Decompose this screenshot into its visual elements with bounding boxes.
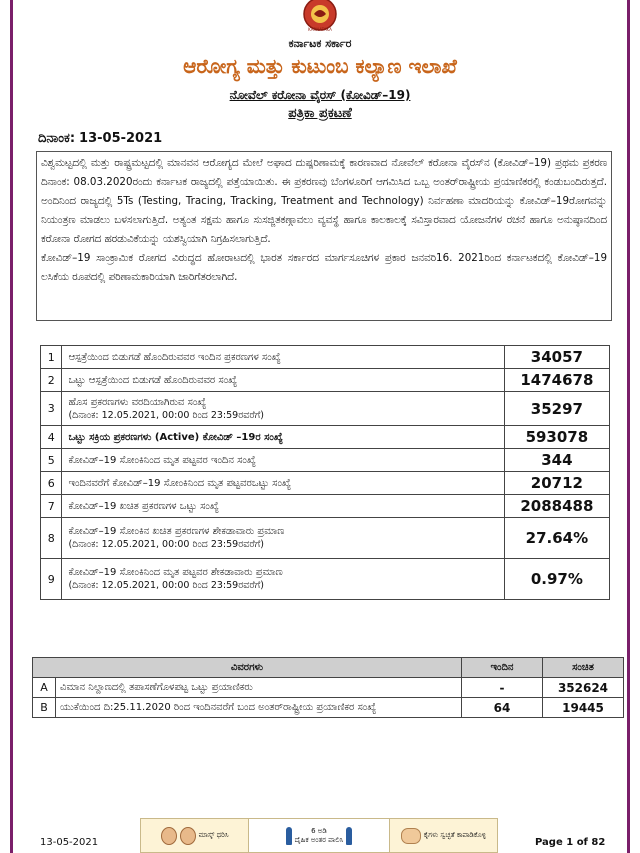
press-release-heading: ಪತ್ರಿಕಾ ಪ್ರಕಟಣೆ <box>288 106 352 121</box>
page-number <box>535 837 605 848</box>
row-description: ಕೋವಿಡ್–19 ಸೋಂಕಿನಿಂದ ಮೃತ ಪಟ್ಟವರ ಇಂದಿನ ಸಂಖ್ಯೆ <box>62 449 504 472</box>
banner-mask-text: ಮಾಸ್ಕ್ ಧರಿಸಿ <box>198 831 229 839</box>
row-description: ಇಂದಿನವರೆಗೆ ಕೋವಿಡ್–19 ಸೋಂಕಿನಿಂದ ಮೃತ ಪಟ್ಟವರಒಟ್ಟು ಸಂಖ್ಯೆ <box>62 472 504 495</box>
table-row <box>41 346 610 369</box>
department-title: ಆರೋಗ್ಯ ಮತ್ತು ಕುಟುಂಬ ಕಲ್ಯಾಣ ಇಲಾಖೆ <box>183 54 457 78</box>
government-label: ಕರ್ನಾಟಕ ಸರ್ಕಾರ <box>288 37 352 50</box>
row-value: 344 <box>504 449 609 472</box>
page-frame-right <box>627 0 630 853</box>
row-cumulative-value: 352624 <box>543 678 624 698</box>
intro-paragraph-1: ವಿಶ್ವಮಟ್ಟದಲ್ಲಿ ಮತ್ತು ರಾಷ್ಟ್ರಮಟ್ಟದಲ್ಲಿ ಮಾನವನ ಆರೋಗ್ಯದ ಮೇಲೆ ಅಘಾದ ದುಷ್ಪರಿಣಾಮಕ್ಕೆ ಕಾರಣವಾದ ನೋವೆಲ್ ಕರೋನಾ ವೈರಸ್‌ನ (ಕೋವಿಡ್–19) ಪ್ರಥಮ ಪ್ರಕರಣ ದಿನಾಂಕ: 08.03.2020ರಂದು ಕರ್ನಾಟಕ ರಾಜ್ಯದಲ್ಲಿ ಪತ್ತೆಯಾಯಿತು. ಈ ಪ್ರಕರಣವು ಬೆಂಗಳೂರಿಗೆ ಆಗಮಿಸಿದ ಒಬ್ಬ ಅಂತರ್‌ರಾಷ್ಟ್ರೀಯ ಪ್ರಯಾಣಿಕರಲ್ಲಿ ಕಂಡುಬಂದಿರುತ್ತದೆ. ಅಂದಿನಿಂದ ರಾಜ್ಯದಲ್ಲಿ 5Ts (Testing, Tracing, Tracking, Treatment and Technology) ನಿರ್ವಹಣಾ ಮಾದರಿಯನ್ನು ಕೋವಿಡ್–19ರೋಗವನ್ನು ನಿಯಂತ್ರಣ ಮಾಡಲು ಬಳಸಲಾಗುತ್ತಿದೆ. ಅತ್ಯಂತ ಸಕ್ಷಮ ಹಾಗೂ ಸುಸಜ್ಜಿತಕಣ್ಗಾವಲು ವ್ಯವಸ್ಥೆ ಹಾಗೂ ಕಾಲಕಾಲಕ್ಕೆ ಸವಿಸ್ತಾರವಾದ ಯೋಜನೆಗಳ ರಚನೆ ಹಾಗೂ ಅನುಷ್ಠಾನದಿಂದ ಕರೋನಾ ರೋಗದ ಹರಡುವಿಕೆಯನ್ನು ಯಶಸ್ವಿಯಾಗಿ ನಿಗ್ರಹಿಸಲಾಗುತ್ತಿದೆ. <box>41 157 607 245</box>
row-number: 9 <box>41 559 62 600</box>
intro-paragraph-2: ಕೋವಿಡ್–19 ಸಾಂಕ್ರಾಮಿಕ ರೋಗದ ವಿರುದ್ಧದ ಹೋರಾಟದಲ್ಲಿ ಭಾರತ ಸರ್ಕಾರದ ಮಾರ್ಗಸೂಚಿಗಳ ಪ್ರಕಾರ ಜನವರಿ16. 2021ರಿಂದ ಕರ್ನಾಟಕದಲ್ಲಿ ಕೋವಿಡ್–19 ಲಸಿಕೆಯ ರೂಪದಲ್ಲಿ ಪರಿಣಾಮಕಾರಿಯಾಗಿ ಜಾರಿಗೆತರಲಾಗಿದೆ. <box>41 252 607 283</box>
row-description: ಕೋವಿಡ್–19 ಖಚಿತ ಪ್ರಕರಣಗಳ ಒಟ್ಟು ಸಂಖ್ಯೆ <box>62 495 504 518</box>
row-value: 0.97% <box>504 559 609 600</box>
banner-handwash-section <box>390 819 497 852</box>
date-value: 13-05-2021 <box>79 131 163 146</box>
row-description: ವಿಮಾನ ನಿಲ್ದಾಣದಲ್ಲಿ ತಪಾಸಣೆಗೊಳಪಟ್ಟ ಒಟ್ಟು ಪ್ರಯಾಣಿಕರು <box>56 678 462 698</box>
row-number: 8 <box>41 518 62 559</box>
row-value: 2088488 <box>504 495 609 518</box>
row-description <box>62 518 504 559</box>
row-number: 5 <box>41 449 62 472</box>
row-today-value: - <box>462 678 543 698</box>
row-number: 6 <box>41 472 62 495</box>
row-value: 20712 <box>504 472 609 495</box>
row-description <box>62 392 504 426</box>
row-number: 7 <box>41 495 62 518</box>
row-value: 593078 <box>504 426 609 449</box>
row-index: A <box>33 678 56 698</box>
row-description-date: (ದಿನಾಂಕ: 12.05.2021, 00:00 ರಿಂದ 23:59ರವರೆಗೆ) <box>68 409 264 421</box>
page-frame-left <box>10 0 13 853</box>
banner-distance-label: ದೈಹಿಕ ಅಂತರ ಪಾಲಿಸಿ <box>294 835 344 844</box>
document-date <box>38 131 162 146</box>
table-row <box>41 369 610 392</box>
table-row <box>41 472 610 495</box>
row-number: 4 <box>41 426 62 449</box>
row-number: 2 <box>41 369 62 392</box>
row-description-main: ಹೊಸ ಪ್ರಕರಣಗಳು ವರದಿಯಾಗಿರುವ ಸಂಖ್ಯೆ <box>68 396 207 408</box>
row-today-value: 64 <box>462 698 543 718</box>
banner-distance-section <box>248 819 389 852</box>
row-value: 27.64% <box>504 518 609 559</box>
page-current: 1 <box>566 837 574 848</box>
row-number: 3 <box>41 392 62 426</box>
row-description: ಯುಕೆಯಿಂದ ದಿ:25.11.2020 ರಿಂದ ಇಂದಿನವರೆಗೆ ಬಂದ ಅಂತರ್‌ರಾಷ್ಟ್ರೀಯ ಪ್ರಯಾಣಿಕರ ಸಂಖ್ಯೆ <box>56 698 462 718</box>
banner-handwash-text: ಕೈಗಳು ಸ್ವಚ್ಛತೆ ಕಾಪಾಡಿಕೊಳ್ಳಿ <box>423 831 486 839</box>
row-description: ಒಟ್ಟು ಆಸ್ಪತ್ರೆಯಿಂದ ಬಿಡುಗಡೆ ಹೊಂದಿರುವವರ ಸಂಖ್ಯೆ <box>62 369 504 392</box>
karnataka-emblem-icon <box>294 0 346 34</box>
person-icon <box>286 827 292 845</box>
svg-text:KARNATAKA: KARNATAKA <box>308 27 332 32</box>
row-cumulative-value: 19445 <box>543 698 624 718</box>
table-row <box>41 392 610 426</box>
person-icon <box>346 827 352 845</box>
page-of: of <box>576 837 588 848</box>
covid-guidelines-banner <box>140 818 498 853</box>
table-row <box>41 426 610 449</box>
table-row <box>33 678 624 698</box>
row-value: 35297 <box>504 392 609 426</box>
handwash-icon <box>401 828 421 844</box>
page-total: 82 <box>591 837 606 848</box>
row-description: ಒಟ್ಟು ಸಕ್ರಿಯ ಪ್ರಕರಣಗಳು (Active) ಕೋವಿಡ್ –19ರ ಸಂಖ್ಯೆ <box>62 426 504 449</box>
banner-distance-text <box>295 827 344 845</box>
row-description-date: (ದಿನಾಂಕ: 12.05.2021, 00:00 ರಿಂದ 23:59ರವರೆಗೆ) <box>68 580 264 591</box>
table-row <box>41 518 610 559</box>
table-header-row <box>33 658 624 678</box>
footer-date: 13-05-2021 <box>40 837 99 848</box>
date-label: ದಿನಾಂಕ: <box>38 131 76 146</box>
table-row <box>33 698 624 718</box>
traveller-table <box>32 657 624 718</box>
mask-face-icon <box>180 827 196 845</box>
table-row <box>41 449 610 472</box>
row-value: 1474678 <box>504 369 609 392</box>
row-index: B <box>33 698 56 718</box>
row-description-main: ಕೋವಿಡ್–19 ಸೋಂಕಿನ ಖಚಿತ ಪ್ರಕರಣಗಳ ಶೇಕಡಾವಾರು ಪ್ರಮಾಣ <box>68 526 285 537</box>
column-header-details: ವಿವರಗಳು <box>33 658 462 678</box>
table-row <box>41 559 610 600</box>
intro-box <box>36 151 612 321</box>
row-description: ಆಸ್ಪತ್ರೆಯಿಂದ ಬಿಡುಗಡೆ ಹೊಂದಿರುವವರ ಇಂದಿನ ಪ್ರಕರಣಗಳ ಸಂಖ್ಯೆ <box>62 346 504 369</box>
mask-face-icon <box>161 827 177 845</box>
banner-mask-section <box>141 819 248 852</box>
row-value: 34057 <box>504 346 609 369</box>
row-description-main: ಕೋವಿಡ್–19 ಸೋಂಕಿನಿಂದ ಮೃತ ಪಟ್ಟವರ ಶೇಕಡಾವಾರು ಪ್ರಮಾಣ <box>68 567 283 578</box>
page-label: Page <box>535 837 563 848</box>
document-subtitle: ನೋವೆಲ್ ಕರೋನಾ ವೈರಸ್ (ಕೋವಿಡ್–19) <box>229 88 411 102</box>
row-description-date: (ದಿನಾಂಕ: 12.05.2021, 00:00 ರಿಂದ 23:59ರವರೆಗೆ) <box>68 539 264 550</box>
row-description <box>62 559 504 600</box>
covid-stats-table <box>40 345 610 600</box>
column-header-cumulative: ಸಂಚಿತ <box>543 658 624 678</box>
column-header-today: ಇಂದಿನ <box>462 658 543 678</box>
table-row <box>41 495 610 518</box>
banner-distance-value: 6 ಅಡಿ <box>311 826 327 835</box>
row-number: 1 <box>41 346 62 369</box>
